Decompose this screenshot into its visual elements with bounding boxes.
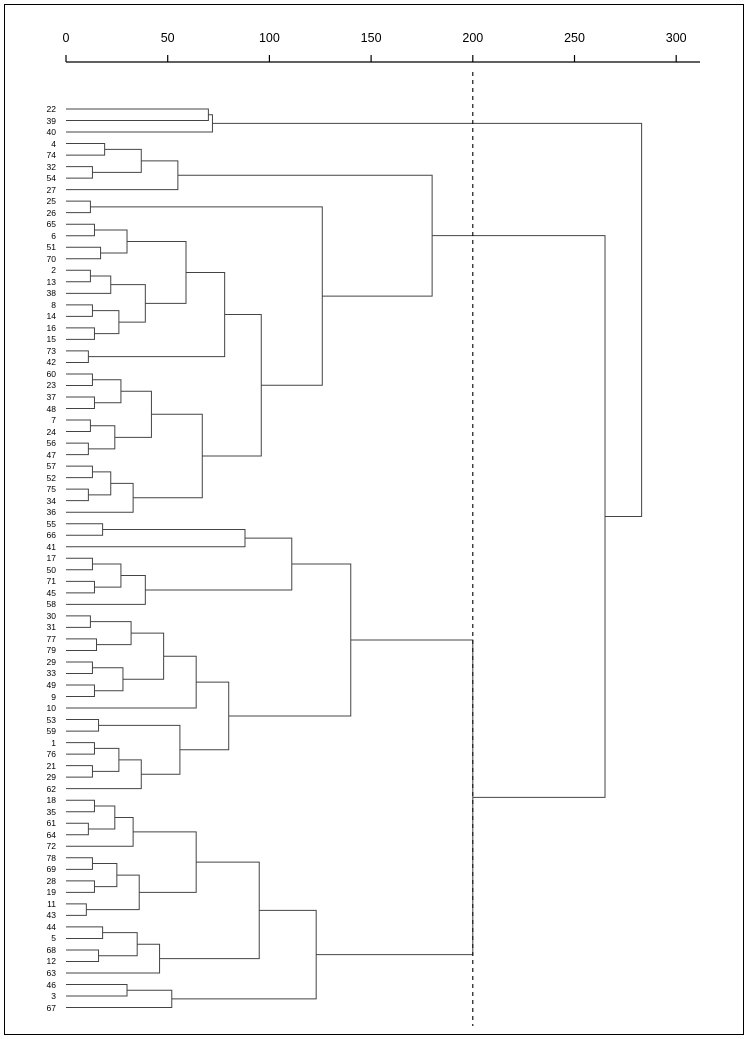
leaf-label: 41: [46, 541, 56, 552]
leaf-label: 29: [46, 771, 56, 782]
leaf-label: 4: [51, 138, 56, 149]
axis-tick-label: 300: [665, 31, 687, 45]
leaf-label: 44: [46, 921, 56, 932]
leaf-label: 35: [46, 806, 56, 817]
leaf-label: 23: [46, 380, 56, 391]
leaf-label: 48: [46, 403, 56, 414]
leaf-label: 18: [46, 794, 56, 805]
leaf-label: 16: [46, 322, 56, 333]
leaf-label: 10: [46, 702, 56, 713]
leaf-label: 17: [46, 553, 56, 564]
leaf-label: 31: [46, 622, 56, 633]
leaf-label: 36: [46, 506, 56, 517]
leaf-label: 70: [46, 253, 56, 264]
leaf-label: 61: [46, 817, 56, 828]
leaf-label: 12: [46, 956, 56, 967]
leaf-label: 32: [46, 161, 56, 172]
leaf-label: 53: [46, 714, 56, 725]
leaf-label: 30: [46, 610, 56, 621]
leaf-label: 37: [46, 391, 56, 402]
leaf-label: 34: [46, 495, 56, 506]
leaf-label: 46: [46, 979, 56, 990]
leaf-label: 76: [46, 748, 56, 759]
leaf-label: 27: [46, 184, 56, 195]
leaf-label: 9: [51, 691, 56, 702]
leaf-label: 3: [51, 990, 56, 1001]
leaf-label: 51: [46, 241, 56, 252]
leaf-label: 1: [51, 737, 56, 748]
leaf-label: 71: [46, 576, 56, 587]
leaf-label: 50: [46, 564, 56, 575]
leaf-label: 6: [51, 230, 56, 241]
leaf-label: 5: [51, 933, 56, 944]
leaf-label: 14: [46, 311, 56, 322]
leaf-label: 59: [46, 725, 56, 736]
axis-tick-label: 200: [462, 31, 484, 45]
leaf-label: 47: [46, 449, 56, 460]
leaf-label: 69: [46, 864, 56, 875]
leaf-label: 29: [46, 656, 56, 667]
leaf-label: 21: [46, 760, 56, 771]
leaf-label: 45: [46, 587, 56, 598]
leaf-label: 43: [46, 910, 56, 921]
leaf-label: 60: [46, 368, 56, 379]
leaf-label: 62: [46, 783, 56, 794]
leaf-label: 72: [46, 841, 56, 852]
axis-tick-label: 250: [564, 31, 585, 45]
leaf-label: 2: [51, 265, 56, 276]
leaf-label: 79: [46, 645, 56, 656]
leaf-label: 74: [46, 149, 56, 160]
leaf-label: 64: [46, 829, 56, 840]
axis-tick-label: 50: [160, 31, 175, 45]
leaf-label: 33: [46, 668, 56, 679]
leaf-label: 19: [46, 887, 56, 898]
leaf-label: 56: [46, 437, 56, 448]
leaf-label: 67: [46, 1002, 56, 1013]
leaf-label: 66: [46, 529, 56, 540]
leaf-label: 8: [51, 299, 56, 310]
leaf-label: 13: [46, 276, 56, 287]
leaf-label: 77: [46, 633, 56, 644]
leaf-label: 49: [46, 679, 56, 690]
axis-tick-label: 150: [360, 31, 382, 45]
axis-tick-label: 0: [62, 31, 70, 45]
leaf-label: 52: [46, 472, 56, 483]
leaf-label: 58: [46, 599, 56, 610]
leaf-label: 63: [46, 967, 56, 978]
leaf-label: 42: [46, 357, 56, 368]
leaf-label: 15: [46, 334, 56, 345]
leaf-label: 75: [46, 483, 56, 494]
leaf-label: 40: [46, 126, 56, 137]
leaf-label: 54: [46, 172, 56, 183]
leaf-label: 78: [46, 852, 56, 863]
leaf-label: 25: [46, 195, 56, 206]
leaf-label: 24: [46, 426, 56, 437]
leaf-label: 65: [46, 218, 56, 229]
leaf-label: 7: [51, 414, 56, 425]
leaf-label: 11: [47, 898, 56, 909]
leaf-label: 39: [46, 115, 56, 126]
leaf-label: 68: [46, 944, 56, 955]
leaf-label: 57: [46, 460, 56, 471]
leaf-label: 55: [46, 518, 56, 529]
leaf-label: 73: [46, 345, 56, 356]
leaf-label: 28: [46, 875, 56, 886]
axis-tick-label: 100: [258, 31, 280, 45]
leaf-label: 26: [46, 207, 56, 218]
leaf-label: 22: [46, 103, 56, 114]
leaf-label: 38: [46, 288, 56, 299]
